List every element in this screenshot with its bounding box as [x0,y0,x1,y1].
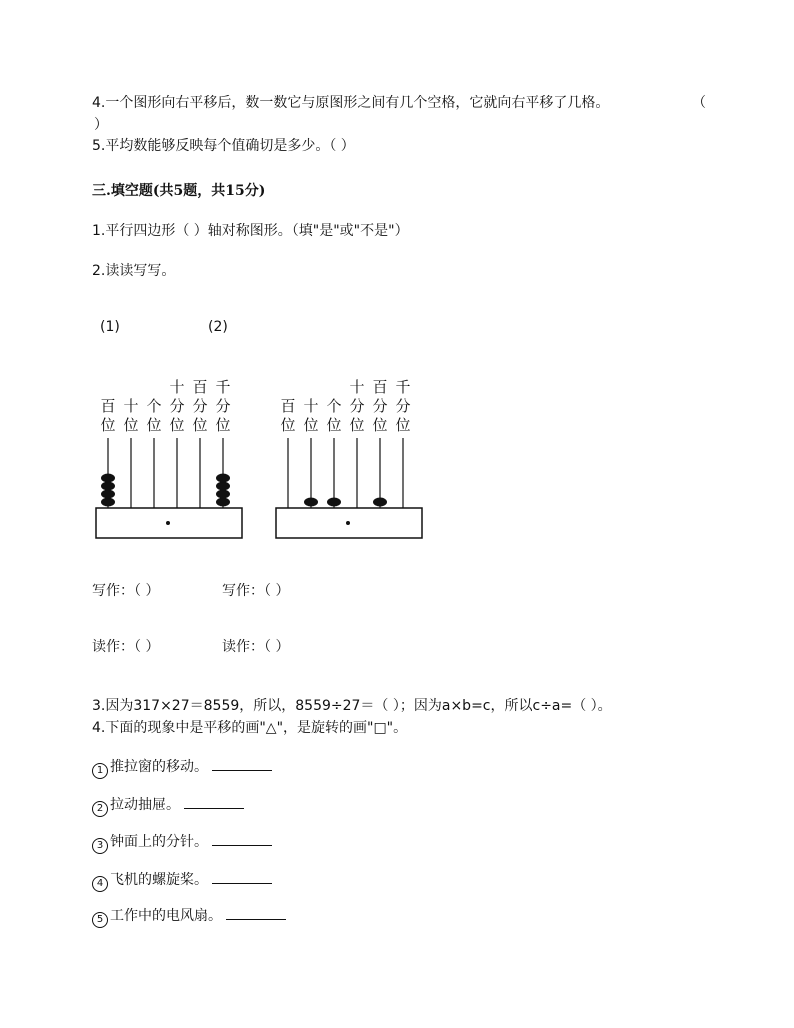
place-label-char: 位 [349,416,365,434]
read-answer-1: 读作：（ ） [92,639,160,655]
list-item [92,758,272,779]
abacus-bead [101,482,115,491]
place-label-char: 个 [146,397,162,415]
abacus-bead [373,498,387,507]
abacus-1 [92,372,252,542]
abacus-bead [216,490,230,499]
abacus-bead [216,482,230,491]
list-item [92,796,244,817]
sub-question-1-label: (1) [100,319,120,335]
place-label-char: 分 [169,397,185,415]
list-item [92,833,272,854]
place-label-char: 分 [349,397,365,415]
item-number-circle: 1 [92,763,108,779]
place-label-char: 分 [192,397,208,415]
item-number-circle: 2 [92,801,108,817]
item-text: 工作中的电风扇。 [110,908,222,924]
place-label-char: 位 [146,416,162,434]
answer-blank [226,919,286,920]
place-label-char: 位 [192,416,208,434]
abacus-bead [216,474,230,483]
write-answer-2: 写作：（ ） [222,583,290,599]
place-label-char: 分 [372,397,388,415]
item-text: 拉动抽屉。 [110,797,180,813]
abacus-1-figure [92,372,252,542]
answer-blank [212,770,272,771]
place-label-char: 百 [100,397,116,415]
place-label-char: 分 [395,397,411,415]
item-number-circle: 4 [92,876,108,892]
place-label-char: 十 [303,397,319,415]
fill-q2-text: 2.读读写写。 [92,263,176,279]
list-item [92,907,286,928]
place-label-char: 位 [395,416,411,434]
answer-blank [212,845,272,846]
place-label-char: 位 [169,416,185,434]
item-number-circle: 5 [92,912,108,928]
abacus-bead [304,498,318,507]
place-label-char: 十 [349,378,365,396]
judge-q4-paren-close: ） [94,117,108,133]
place-label-char: 位 [372,416,388,434]
abacus-bead [216,498,230,507]
place-label-char: 百 [192,378,208,396]
place-label-char: 十 [169,378,185,396]
place-label-char: 百 [280,397,296,415]
section-heading: 三.填空题(共5题，共15分) [92,183,266,199]
read-answer-2: 读作：（ ） [222,639,290,655]
judge-q4-paren-open: （ [692,95,706,111]
place-label-char: 十 [123,397,139,415]
abacus-decimal-dot [166,521,170,525]
item-text: 飞机的螺旋桨。 [110,872,208,888]
answer-blank [184,808,244,809]
abacus-bead [327,498,341,507]
item-text: 钟面上的分针。 [110,834,208,850]
judge-q4-text: 4.一个图形向右平移后，数一数它与原图形之间有几个空格，它就向右平移了几格。 [92,95,610,111]
write-answer-1: 写作：（ ） [92,583,160,599]
place-label-char: 千 [395,378,411,396]
place-label-char: 位 [280,416,296,434]
abacus-2-figure [272,372,432,542]
abacus-2 [272,372,432,542]
place-label-char: 位 [326,416,342,434]
fill-q4-text: 4.下面的现象中是平移的画"△"，是旋转的画"□"。 [92,720,408,736]
sub-question-2-label: (2) [208,319,228,335]
place-label-char: 位 [123,416,139,434]
item-number-circle: 3 [92,838,108,854]
abacus-bead [101,490,115,499]
item-text: 推拉窗的移动。 [110,759,208,775]
fill-q1-text: 1.平行四边形（ ）轴对称图形。（填"是"或"不是"） [92,223,409,239]
place-label-char: 分 [215,397,231,415]
answer-blank [212,883,272,884]
fill-q3-text: 3.因为317×27＝8559，所以，8559÷27＝（ ）；因为a×b=c，所以c÷a=（ ）。 [92,698,612,714]
abacus-decimal-dot [346,521,350,525]
place-label-char: 千 [215,378,231,396]
place-label-char: 位 [303,416,319,434]
place-label-char: 位 [215,416,231,434]
abacus-bead [101,498,115,507]
list-item [92,871,272,892]
judge-q5-text: 5.平均数能够反映每个值确切是多少。（ ） [92,138,355,154]
place-label-char: 个 [326,397,342,415]
place-label-char: 位 [100,416,116,434]
abacus-bead [101,474,115,483]
place-label-char: 百 [372,378,388,396]
